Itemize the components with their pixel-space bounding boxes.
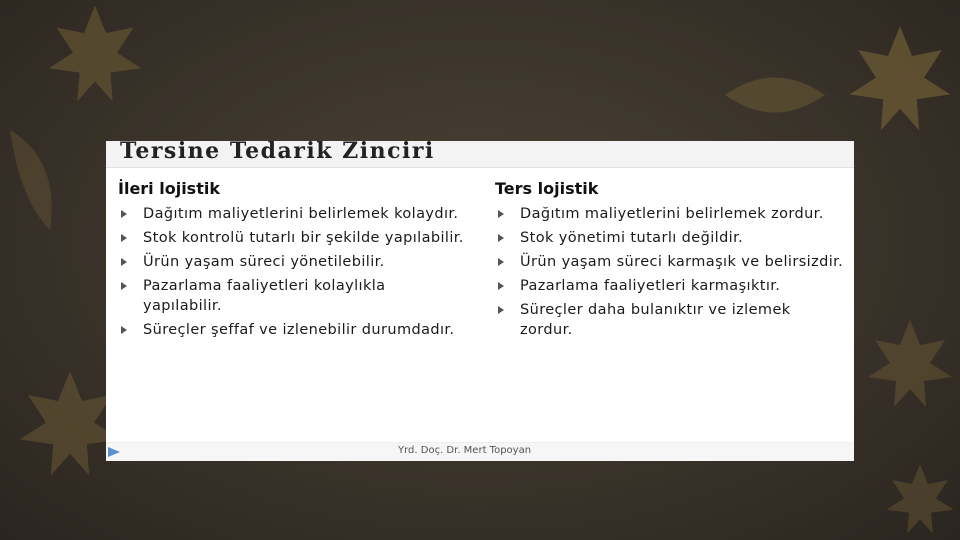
list-item: Süreçler daha bulanıktır ve izlemek zordur. bbox=[495, 300, 845, 340]
triangle-bullet-icon bbox=[498, 210, 504, 218]
triangle-bullet-icon bbox=[121, 234, 127, 242]
footer-author: Yrd. Doç. Dr. Mert Topoyan bbox=[398, 445, 532, 456]
list-item: Dağıtım maliyetlerini belirlemek zordur. bbox=[495, 204, 845, 224]
right-column bbox=[495, 179, 845, 344]
left-bullet-list bbox=[118, 204, 468, 340]
leaf-decoration bbox=[720, 60, 830, 130]
arrow-right-icon bbox=[108, 447, 120, 457]
slide-image bbox=[106, 141, 854, 461]
slide-title: Tersine Tedarik Zinciri bbox=[120, 141, 435, 164]
triangle-bullet-icon bbox=[498, 258, 504, 266]
left-column-heading: İleri lojistik bbox=[118, 179, 220, 198]
list-item: Pazarlama faaliyetleri kolaylıkla yapılabilir. bbox=[118, 276, 468, 316]
leaf-decoration bbox=[0, 120, 70, 240]
leaf-decoration bbox=[860, 300, 960, 430]
right-column-heading: Ters lojistik bbox=[495, 179, 599, 198]
list-item: Süreçler şeffaf ve izlenebilir durumdadır. bbox=[118, 320, 468, 340]
title-bar bbox=[106, 141, 854, 168]
triangle-bullet-icon bbox=[498, 234, 504, 242]
triangle-bullet-icon bbox=[121, 210, 127, 218]
list-item: Ürün yaşam süreci yönetilebilir. bbox=[118, 252, 468, 272]
triangle-bullet-icon bbox=[121, 258, 127, 266]
leaf-decoration bbox=[880, 460, 960, 540]
list-item: Stok yönetimi tutarlı değildir. bbox=[495, 228, 845, 248]
footer-bar bbox=[106, 442, 854, 461]
list-item: Stok kontrolü tutarlı bir şekilde yapılabilir. bbox=[118, 228, 468, 248]
triangle-bullet-icon bbox=[121, 282, 127, 290]
leaf-decoration bbox=[840, 20, 960, 140]
list-item: Ürün yaşam süreci karmaşık ve belirsizdir. bbox=[495, 252, 845, 272]
list-item: Dağıtım maliyetlerini belirlemek kolaydır. bbox=[118, 204, 468, 224]
left-column bbox=[118, 179, 468, 344]
triangle-bullet-icon bbox=[498, 306, 504, 314]
triangle-bullet-icon bbox=[121, 326, 127, 334]
triangle-bullet-icon bbox=[498, 282, 504, 290]
right-bullet-list bbox=[495, 204, 845, 340]
list-item: Pazarlama faaliyetleri karmaşıktır. bbox=[495, 276, 845, 296]
leaf-decoration bbox=[40, 0, 150, 110]
